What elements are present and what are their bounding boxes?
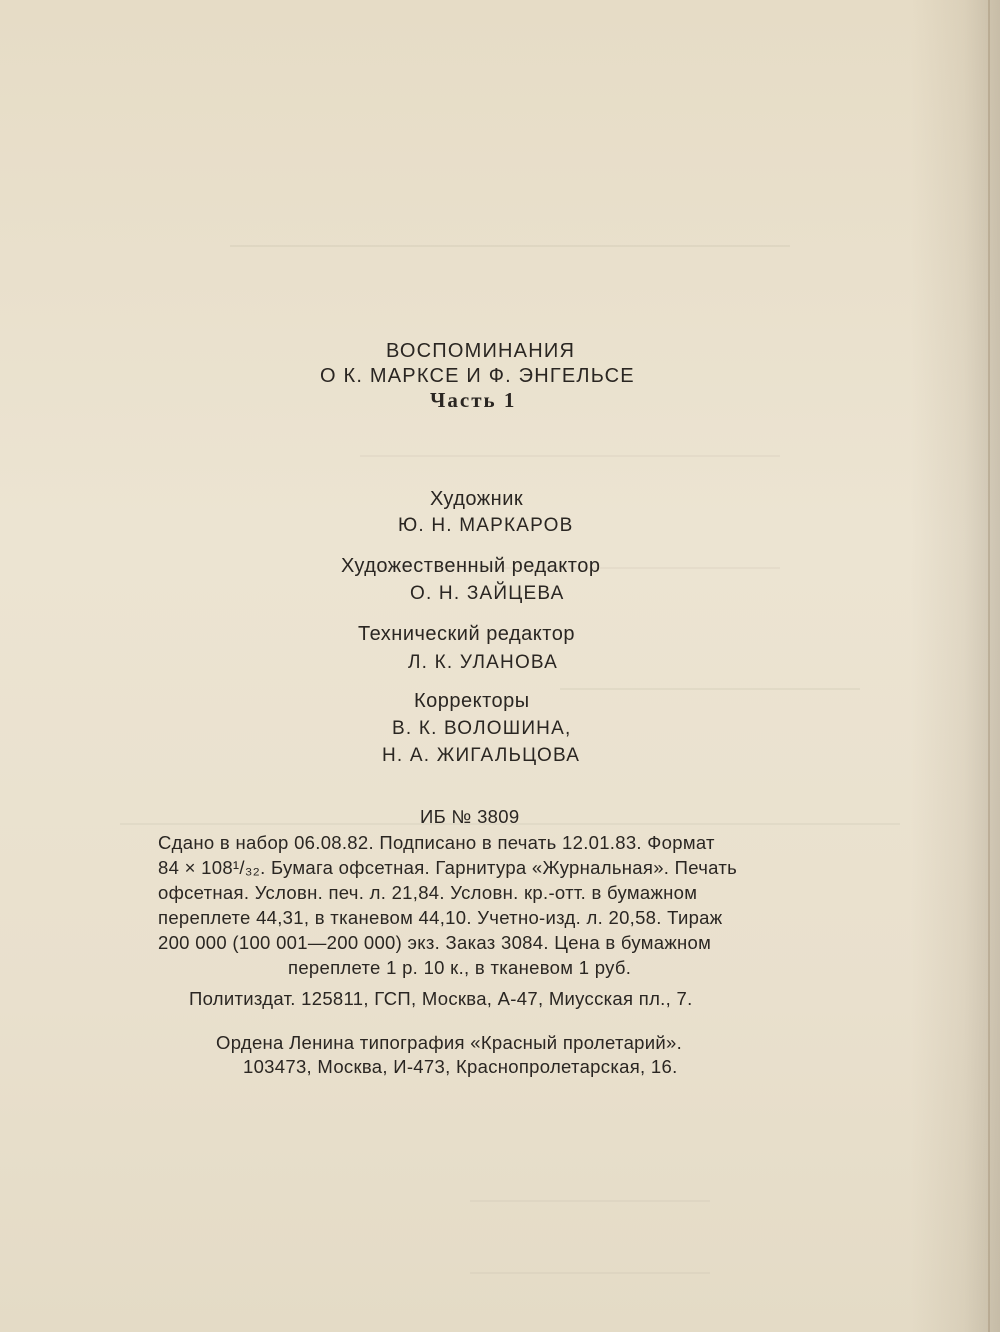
credit-name-artist: Ю. Н. МАРКАРОВ xyxy=(398,515,574,536)
credit-name-tech-editor: Л. К. УЛАНОВА xyxy=(408,652,559,673)
credit-role-art-editor: Художественный редактор xyxy=(341,555,601,577)
imprint-details-line: Сдано в набор 06.08.82. Подписано в печать 12.01.83. Формат xyxy=(158,832,715,853)
show-through-mark xyxy=(560,660,860,690)
imprint-details-line: переплете 44,31, в тканевом 44,10. Учетно-изд. л. 20,58. Тираж xyxy=(158,907,723,928)
show-through-mark xyxy=(230,215,790,247)
publisher-address: Политиздат. 125811, ГСП, Москва, А-47, Миусская пл., 7. xyxy=(189,988,693,1009)
ib-number: ИБ № 3809 xyxy=(420,806,520,827)
book-title-line1: ВОСПОМИНАНИЯ xyxy=(386,340,576,362)
imprint-details-line: 200 000 (100 001—200 000) экз. Заказ 3084. Цена в бумажном xyxy=(158,932,712,953)
printer-name: Ордена Ленина типография «Красный пролетарий». xyxy=(216,1032,683,1053)
show-through-mark xyxy=(360,455,780,569)
imprint-details-line: 84 × 108¹/₃₂. Бумага офсетная. Гарнитура «Журнальная». Печать xyxy=(158,857,738,878)
imprint-details-line: переплете 1 р. 10 к., в тканевом 1 руб. xyxy=(288,957,632,978)
imprint-details-line: офсетная. Условн. печ. л. 21,84. Условн. кр.-отт. в бумажном xyxy=(158,882,698,903)
credit-role-proofreaders: Корректоры xyxy=(414,690,530,712)
page-edge-shadow xyxy=(910,0,1000,1332)
credit-name-proofreader-1: В. К. ВОЛОШИНА, xyxy=(392,718,572,739)
credit-name-art-editor: О. Н. ЗАЙЦЕВА xyxy=(410,583,565,604)
credit-role-artist: Художник xyxy=(430,488,524,510)
page-edge-line xyxy=(988,0,990,1332)
printer-address: 103473, Москва, И-473, Краснопролетарская, 16. xyxy=(243,1056,678,1077)
show-through-mark xyxy=(470,1200,710,1274)
credit-role-tech-editor: Технический редактор xyxy=(358,623,575,645)
book-title-line2: О К. МАРКСЕ И Ф. ЭНГЕЛЬСЕ xyxy=(320,365,635,387)
credit-name-proofreader-2: Н. А. ЖИГАЛЬЦОВА xyxy=(382,745,581,766)
book-part: Часть 1 xyxy=(430,388,517,412)
